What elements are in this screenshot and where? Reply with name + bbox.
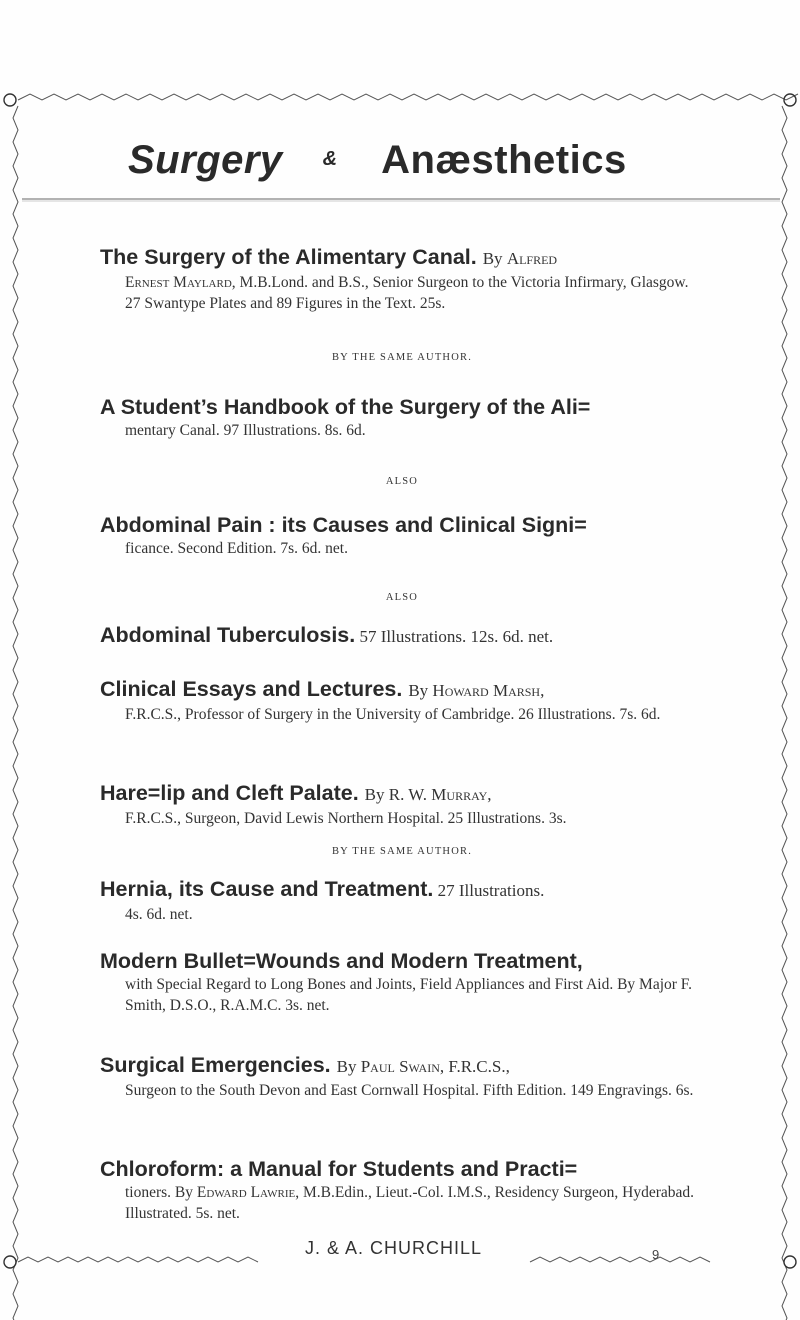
- section-divider: BY THE SAME AUTHOR.: [331, 352, 473, 363]
- page-header: [128, 138, 728, 183]
- list-item: A Student’s Handbook of the Surgery of the Ali= mentary Canal. 97 Illustrations. 8s. 6d.: [102, 394, 702, 476]
- ampersand-ornament: &: [322, 148, 338, 170]
- list-item: The Surgery of the Alimentary Canal. By Alfred Ernest Maylard, M.B.Lond. and B.S., Senior Surgeon to the Victoria Infirmary, Glasgow. 27 Swantype Plates and 89 Figures in the Text. 25s.: [100, 245, 689, 312]
- list-item: Chloroform: a Manual for Students and Practi= tioners. By Edward Lawrie, M.B.Edin., Lieut.-Col. I.M.S., Residency Surgeon, Hyderabad. Illustrated. 5s. net.: [102, 1156, 702, 1224]
- entry-title: Surgical Emergencies.: [100, 1053, 331, 1077]
- list-item: Clinical Essays and Lectures. By Howard Marsh, F.R.C.S., Professor of Surgery in the University of Cambridge. 26 Illustrations. 7s. 6d.: [100, 677, 661, 723]
- header-right-word: Anæsthetics: [381, 138, 627, 182]
- entry-title: Abdominal Pain : its Causes and Clinical Signi=: [100, 513, 587, 537]
- entry-title: Abdominal Tuberculosis.: [100, 623, 356, 647]
- entry-title: The Surgery of the Alimentary Canal.: [100, 245, 477, 269]
- page-number: 9: [652, 1247, 660, 1262]
- entry-title: A Student’s Handbook of the Surgery of the Ali=: [100, 395, 591, 419]
- list-item: Surgical Emergencies. By Paul Swain, F.R.C.S., Surgeon to the South Devon and East Cornwall Hospital. Fifth Edition. 149 Engravings. 6s.: [100, 1053, 694, 1099]
- entry-title: Hare=lip and Cleft Palate.: [100, 781, 359, 805]
- list-item: Hernia, its Cause and Treatment. 27 Illustrations. 4s. 6d. net.: [100, 877, 545, 923]
- list-item: Abdominal Tuberculosis. 57 Illustrations. 12s. 6d. net.: [100, 623, 554, 647]
- entry-title: Hernia, its Cause and Treatment.: [100, 877, 434, 901]
- section-divider: BY THE SAME AUTHOR.: [331, 846, 473, 857]
- entry-title: Chloroform: a Manual for Students and Practi=: [100, 1157, 578, 1181]
- book-list: [102, 244, 702, 1224]
- header-left-word: Surgery: [128, 138, 283, 182]
- list-item: Abdominal Pain : its Causes and Clinical Signi= ficance. Second Edition. 7s. 6d. net.: [102, 512, 702, 592]
- list-item: Modern Bullet=Wounds and Modern Treatment, with Special Regard to Long Bones and Joints, Field Appliances and First Aid. By Major F. Smith, D.S.O., R.A.M.C. 3s. net.: [102, 948, 702, 1052]
- publisher-imprint: J. & A. CHURCHILL: [305, 1238, 483, 1258]
- section-divider: ALSO: [385, 476, 419, 487]
- list-item: Hare=lip and Cleft Palate. By R. W. Murray, F.R.C.S., Surgeon, David Lewis Northern Hospital. 25 Illustrations. 3s.: [100, 781, 567, 827]
- entry-title: Clinical Essays and Lectures.: [100, 677, 403, 701]
- section-divider: ALSO: [385, 592, 419, 603]
- entry-title: Modern Bullet=Wounds and Modern Treatment,: [100, 949, 583, 973]
